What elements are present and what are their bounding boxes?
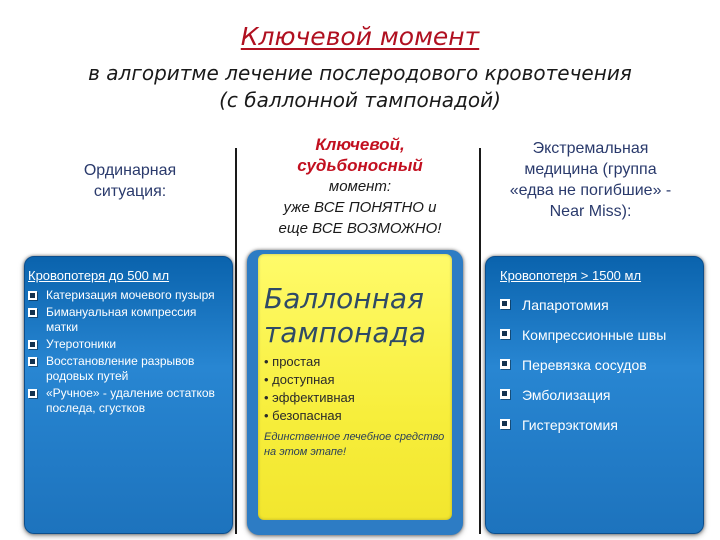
list-item: Утеротоники [28,337,228,352]
page-subtitle [20,60,700,114]
right-list-title: Кровопотеря > 1500 мл [500,268,642,283]
list-item: • доступная [264,372,335,387]
checkbox-bullet-icon [28,357,37,366]
middle-heading-key-line-1: Ключевой, [315,135,405,154]
left-column-heading [40,160,220,202]
column-divider-left [235,148,237,534]
list-item: Компрессионные швы [500,326,700,344]
checkbox-bullet-icon [28,389,37,398]
right-heading-line-4: Near Miss): [549,203,632,220]
middle-panel-title [264,282,454,350]
right-heading-line-3: «едва не погибшие» - [509,182,672,199]
subtitle-line-1: в алгоритме лечение послеродового кровотечения [88,61,632,85]
list-item: Эмболизация [500,386,700,404]
list-item: Перевязка сосудов [500,356,700,374]
checkbox-bullet-icon [500,359,510,369]
list-item: Гистерэктомия [500,416,700,434]
checkbox-bullet-icon [500,389,510,399]
right-list [500,296,700,446]
right-heading-line-2: медицина (группа [524,161,657,178]
middle-heading-line-3: момент: [328,178,392,195]
list-item: «Ручное» - удаление остатков последа, сгустков [28,386,228,416]
left-list-title: Кровопотеря до 500 мл [28,268,170,283]
list-item: Восстановление разрывов родовых путей [28,354,228,384]
list-item: • безопасная [264,408,342,423]
checkbox-bullet-icon [28,340,37,349]
middle-note: Единственное лечебное средство на этом этапе! [264,431,445,458]
list-item: • эффективная [264,390,355,405]
checkbox-bullet-icon [28,291,37,300]
list-item: Бимануальная компрессия матки [28,305,228,335]
checkbox-bullet-icon [500,299,510,309]
checkbox-bullet-icon [500,419,510,429]
middle-column-heading [255,134,465,239]
middle-panel-title-line-1: Баллонная [264,282,424,315]
left-list [28,288,228,418]
middle-list [264,353,454,425]
middle-heading-line-5: еще ВСЕ ВОЗМОЖНО! [278,220,442,237]
left-heading-line-1: Ординарная [83,162,177,179]
middle-panel-title-line-2: тампонада [264,316,427,349]
right-heading-line-1: Экстремальная [532,140,649,157]
right-column-heading [483,138,698,222]
checkbox-bullet-icon [500,329,510,339]
subtitle-line-2: (с баллонной тампонадой) [219,88,501,112]
checkbox-bullet-icon [28,308,37,317]
list-item: • простая [264,354,321,369]
left-heading-line-2: ситуация: [93,183,167,200]
list-item: Катеризация мочевого пузыря [28,288,228,303]
middle-heading-line-4: уже ВСЕ ПОНЯТНО и [283,199,437,216]
page-title: Ключевой момент [240,22,480,51]
list-item: Лапаротомия [500,296,700,314]
middle-heading-key-line-2: судьбоносный [297,156,423,175]
column-divider-right [479,148,481,534]
